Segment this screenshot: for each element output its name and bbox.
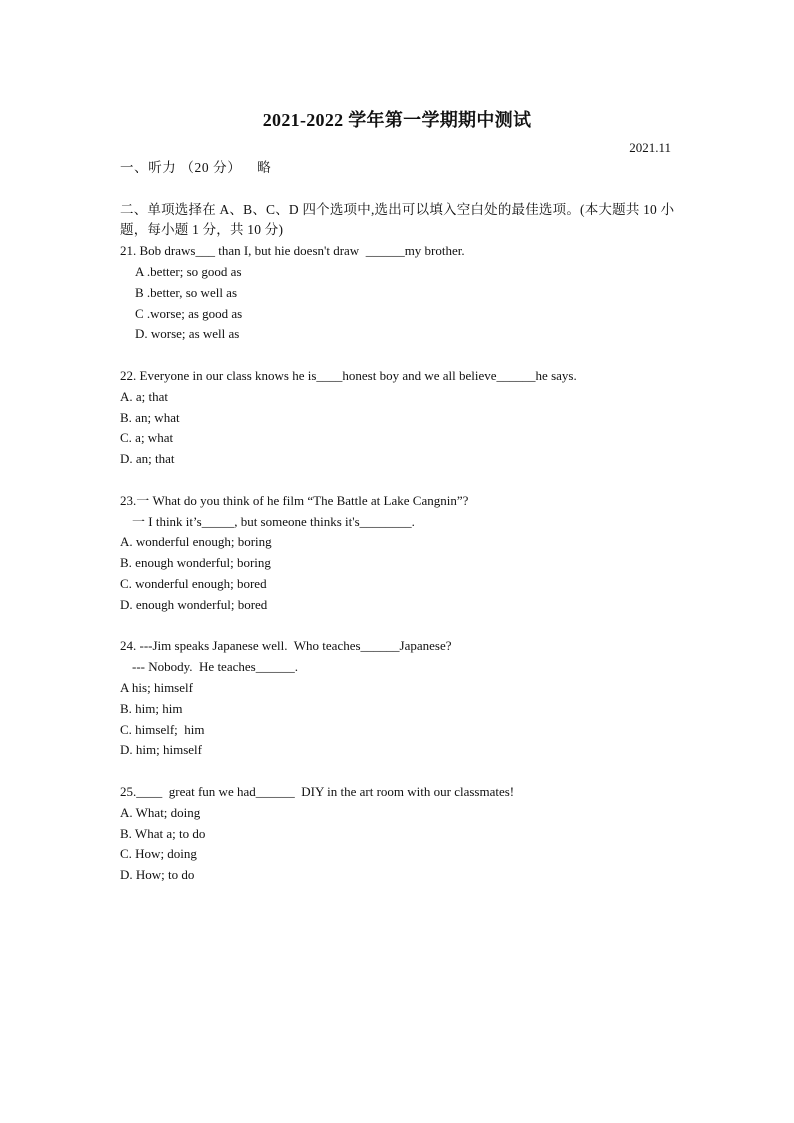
- option-a: A .better; so good as: [135, 263, 242, 279]
- question-stem: 22. Everyone in our class knows he is____honest boy and we all believe______he says.: [120, 367, 577, 383]
- option-a: A his; himself: [120, 679, 193, 695]
- option-c: C. How; doing: [120, 846, 197, 862]
- option-b: B .better, so well as: [135, 284, 238, 300]
- question-stem: 21. Bob draws___ than I, but hie doesn't draw ______my brother.: [120, 243, 465, 259]
- option-a: A. a; that: [120, 388, 169, 404]
- option-c: C. himself; him: [120, 721, 205, 737]
- option-a: A. wonderful enough; boring: [120, 534, 272, 550]
- question-stem: 25.____ great fun we had______ DIY in the art room with our classmates!: [120, 783, 515, 799]
- option-d: D. enough wonderful; bored: [120, 596, 268, 612]
- question-24: [120, 636, 680, 761]
- option-b: B. an; what: [120, 409, 180, 425]
- question-23: [120, 491, 680, 616]
- option-d: D. How; to do: [120, 867, 195, 883]
- exam-content: [120, 158, 680, 907]
- option-b: B. What a; to do: [120, 825, 206, 841]
- option-d: D. worse; as well as: [135, 326, 240, 342]
- option-c: C. a; what: [120, 430, 174, 446]
- question-25: [120, 782, 680, 886]
- question-response: --- Nobody. He teaches______.: [132, 659, 298, 675]
- option-b: B. enough wonderful; boring: [120, 555, 271, 571]
- option-d: D. him; himself: [120, 742, 202, 758]
- question-21: [120, 241, 680, 345]
- section-choice-intro: 二、单项选择在 A、B、C、D 四个选项中,选出可以填入空白处的最佳选项。(本大题共 10 小题，每小题 1 分，共 10 分): [120, 201, 675, 238]
- exam-date: 2021.11: [629, 140, 671, 155]
- section-listening: 一、听力 （20 分） 略: [120, 160, 272, 175]
- question-response: 一 I think it’s_____, but someone thinks it's________.: [132, 513, 415, 529]
- option-d: D. an; that: [120, 451, 175, 467]
- question-stem: 24. ---Jim speaks Japanese well. Who teaches______Japanese?: [120, 638, 452, 654]
- option-a: A. What; doing: [120, 804, 201, 820]
- option-c: C .worse; as good as: [135, 305, 243, 321]
- option-c: C. wonderful enough; bored: [120, 575, 267, 591]
- page-title: 2021-2022 学年第一学期期中测试: [262, 110, 532, 130]
- question-22: [120, 366, 680, 470]
- option-b: B. him; him: [120, 700, 183, 716]
- question-stem: 23.一 What do you think of he film “The Battle at Lake Cangnin”?: [120, 492, 469, 508]
